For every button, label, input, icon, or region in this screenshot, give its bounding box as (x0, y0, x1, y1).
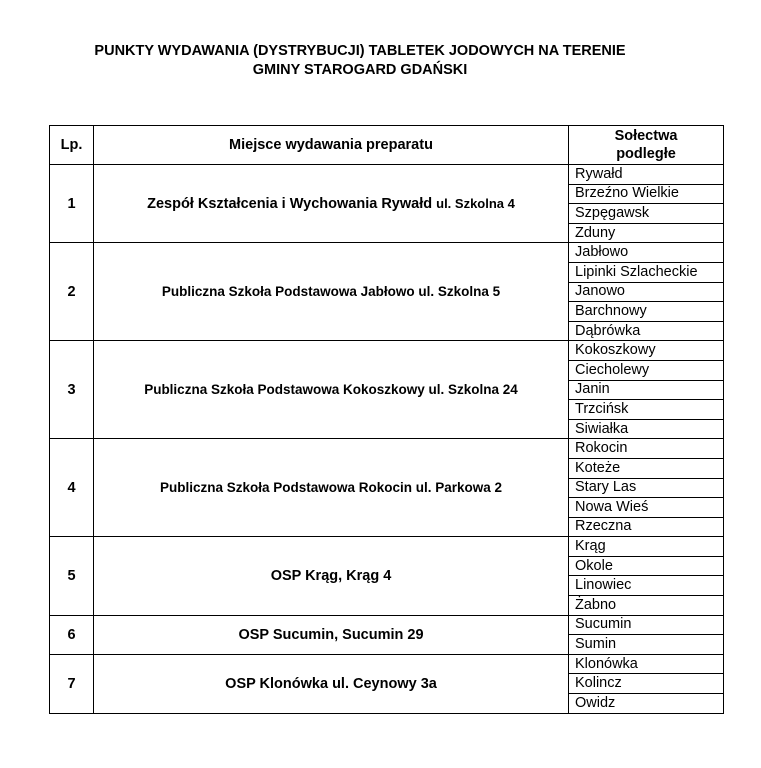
table-body (50, 165, 724, 714)
village-name: Sumin (569, 635, 724, 655)
village-name: Rzeczna (569, 517, 724, 537)
place-name: OSP Klonówka ul. Ceynowy 3a (225, 675, 437, 692)
header-place: Miejsce wydawania preparatu (94, 126, 569, 165)
header-lp: Lp. (50, 126, 94, 165)
village-name: Rywałd (569, 165, 724, 185)
header-villages (569, 126, 724, 165)
table-row (50, 439, 724, 459)
place-name: OSP Sucumin, Sucumin 29 (238, 626, 424, 643)
title-line-2: GMINY STAROGARD GDAŃSKI (252, 62, 468, 78)
row-number: 5 (50, 537, 94, 615)
place-name: Publiczna Szkoła Podstawowa Rokocin ul. Parkowa 2 (159, 480, 503, 496)
distribution-place (94, 165, 569, 243)
distribution-place (94, 439, 569, 537)
village-name: Ciecholewy (569, 360, 724, 380)
place-name: Zespół Kształcenia i Wychowania Rywałd (147, 195, 433, 212)
distribution-points-table (49, 125, 724, 714)
village-name: Siwiałka (569, 419, 724, 439)
village-name: Okole (569, 556, 724, 576)
village-name: Nowa Wieś (569, 498, 724, 518)
village-name: Owidz (569, 694, 724, 714)
table-row (50, 654, 724, 674)
village-name: Żabno (569, 596, 724, 616)
place-address: ul. Szkolna 4 (436, 195, 515, 211)
village-name: Koteże (569, 458, 724, 478)
row-number: 3 (50, 341, 94, 439)
place-name: Publiczna Szkoła Podstawowa Jabłowo ul. Szkolna 5 (161, 284, 501, 300)
village-name: Brzeźno Wielkie (569, 184, 724, 204)
document-title (0, 42, 720, 80)
table-row (50, 537, 724, 557)
village-name: Jabłowo (569, 243, 724, 263)
village-name: Szpęgawsk (569, 204, 724, 224)
village-name: Barchnowy (569, 302, 724, 322)
village-name: Rokocin (569, 439, 724, 459)
village-name: Stary Las (569, 478, 724, 498)
row-number: 2 (50, 243, 94, 341)
distribution-place (94, 537, 569, 615)
table-row (50, 165, 724, 185)
village-name: Dąbrówka (569, 321, 724, 341)
place-name: OSP Krąg, Krąg 4 (270, 567, 392, 584)
village-name: Janin (569, 380, 724, 400)
distribution-place (94, 615, 569, 654)
row-number: 7 (50, 654, 94, 713)
village-name: Zduny (569, 223, 724, 243)
row-number: 4 (50, 439, 94, 537)
table-row (50, 243, 724, 263)
village-name: Klonówka (569, 654, 724, 674)
table-row (50, 341, 724, 361)
table-row (50, 615, 724, 635)
place-name: Publiczna Szkoła Podstawowa Kokoszkowy ul. Szkolna 24 (144, 382, 518, 398)
distribution-place (94, 341, 569, 439)
village-name: Sucumin (569, 615, 724, 635)
village-name: Lipinki Szlacheckie (569, 262, 724, 282)
header-villages-line-1: Sołectwa (614, 128, 678, 144)
village-name: Kolincz (569, 674, 724, 694)
village-name: Linowiec (569, 576, 724, 596)
header-villages-line-2: podległe (616, 146, 676, 162)
village-name: Krąg (569, 537, 724, 557)
title-line-1: PUNKTY WYDAWANIA (DYSTRYBUCJI) TABLETEK JODOWYCH NA TERENIE (94, 43, 626, 59)
row-number: 1 (50, 165, 94, 243)
table-header-row (50, 126, 724, 165)
distribution-place (94, 654, 569, 713)
village-name: Trzcińsk (569, 400, 724, 420)
distribution-place (94, 243, 569, 341)
row-number: 6 (50, 615, 94, 654)
village-name: Kokoszkowy (569, 341, 724, 361)
village-name: Janowo (569, 282, 724, 302)
